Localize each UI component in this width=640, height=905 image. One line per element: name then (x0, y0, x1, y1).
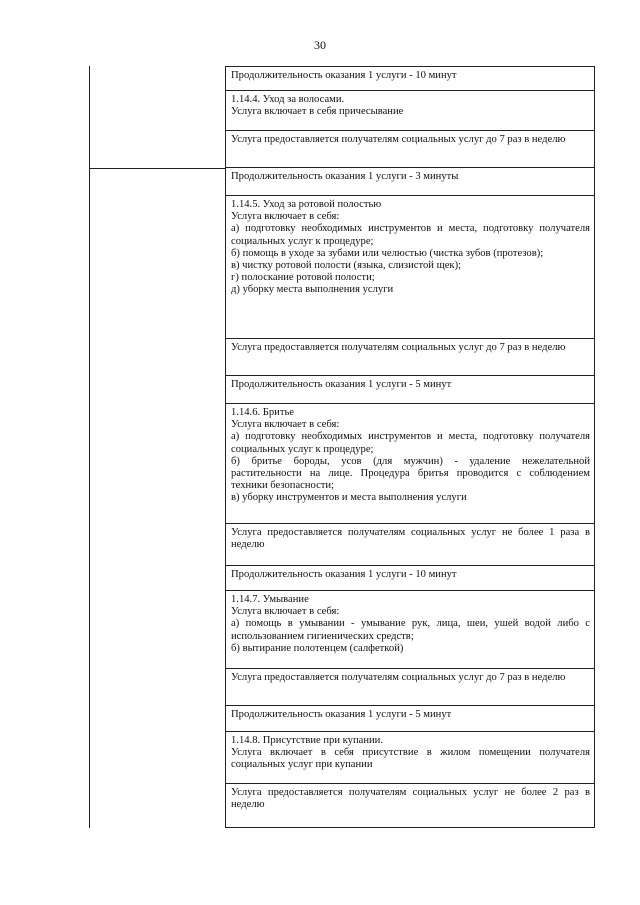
row-text: Услуга включает в себя: (231, 419, 340, 431)
row-text: д) уборку места выполнения услуги (231, 284, 394, 296)
table-row (225, 669, 595, 706)
row-text: Продолжительность оказания 1 услуги - 10 минут (231, 70, 457, 81)
row-text: Услуга включает в себя причесывание (231, 106, 404, 118)
table-row (225, 591, 595, 669)
row-text: б) бритье бороды, усов (для мужчин) - удаление нежелательной растительности на лице. Процедура бритья проводится с соблюдением техники безопасности; (231, 455, 590, 492)
table-row (225, 131, 595, 168)
table-row (225, 168, 595, 196)
row-text: Услуга предоставляется получателям социальных услуг до 7 раз в неделю (231, 672, 566, 683)
table-row (225, 339, 595, 376)
table-row (225, 91, 595, 131)
services-table (225, 66, 595, 828)
row-text: Продолжительность оказания 1 услуги - 3 минуты (231, 171, 459, 182)
page-number: 30 (314, 38, 326, 52)
table-row (225, 706, 595, 732)
row-text: г) полоскание ротовой полости; (231, 272, 375, 284)
row-text: б) вытирание полотенцем (салфеткой) (231, 642, 404, 654)
table-row (225, 566, 595, 591)
row-text: Продолжительность оказания 1 услуги - 5 минут (231, 379, 452, 390)
table-row (225, 784, 595, 828)
row-text: а) подготовку необходимых инструментов и места, подготовку получателя социальных услуг к процедуре; (231, 431, 590, 455)
row-text: в) чистку ротовой полости (языка, слизистой щек); (231, 260, 462, 272)
table-row (225, 732, 595, 784)
row-text: Услуга предоставляется получателям социальных услуг до 7 раз в неделю (231, 342, 566, 353)
row-text: в) уборку инструментов и места выполнения услуги (231, 492, 467, 504)
service-heading: 1.14.6. Бритье (231, 407, 294, 418)
row-text: Услуга включает в себя: (231, 211, 340, 223)
left-column-border (89, 66, 90, 828)
table-row (225, 66, 595, 91)
service-heading: 1.14.8. Присутствие при купании. (231, 735, 383, 746)
left-column-divider (89, 168, 225, 169)
row-text: Услуга предоставляется получателям социальных услуг не более 2 раз в неделю (231, 787, 590, 811)
row-text: а) помощь в умывании - умывание рук, лица, шеи, ушей водой либо с использованием гигиенических средств; (231, 618, 590, 642)
service-heading: 1.14.5. Уход за ротовой полостью (231, 199, 382, 210)
row-text: Услуга предоставляется получателям социальных услуг не более 1 раза в неделю (231, 527, 590, 551)
row-text: Услуга включает в себя: (231, 606, 340, 618)
table-row (225, 404, 595, 524)
table-row (225, 376, 595, 404)
row-text: Услуга предоставляется получателям социальных услуг до 7 раз в неделю (231, 134, 566, 145)
row-text: Продолжительность оказания 1 услуги - 10 минут (231, 569, 457, 580)
row-text: Продолжительность оказания 1 услуги - 5 минут (231, 709, 452, 720)
service-heading: 1.14.7. Умывание (231, 594, 309, 605)
service-heading: 1.14.4. Уход за волосами. (231, 94, 345, 105)
table-row (225, 196, 595, 339)
row-text: Услуга включает в себя присутствие в жилом помещении получателя социальных услуг при купании (231, 747, 590, 771)
row-text: а) подготовку необходимых инструментов и места, подготовку получателя социальных услуг к процедуре; (231, 223, 590, 247)
table-row (225, 524, 595, 566)
row-text: б) помощь в уходе за зубами или челюстью (чистка зубов (протезов); (231, 247, 544, 259)
